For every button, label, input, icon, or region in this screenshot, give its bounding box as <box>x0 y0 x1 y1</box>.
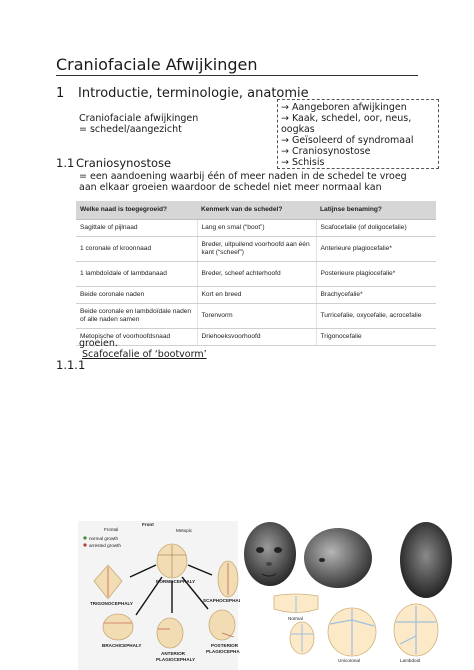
definition-line-2: = schedel/aangezicht <box>79 124 182 135</box>
suture-table <box>76 201 436 346</box>
craniosynostose-text-2: aan elkaar groeien waardoor de schedel niet meer normaal kan <box>79 182 382 193</box>
normal-growth-marker <box>83 536 86 539</box>
legend-arrested-growth: arrested growth <box>89 543 121 548</box>
craniosynostosis-diagram <box>78 521 246 670</box>
skull-outline-partial <box>274 594 318 613</box>
label-posterior-plagiocephaly: PLAGIOCEPHALY <box>206 649 246 654</box>
section-1-number: 1 <box>56 86 65 101</box>
front-label: Front <box>142 522 154 527</box>
table-cell: Torenvorm <box>197 304 316 329</box>
document-title: Craniofaciale Afwijkingen <box>56 55 258 74</box>
metopic-label: Metopic <box>176 528 193 533</box>
section-1-title: Introductie, terminologie, anatomie <box>78 86 309 101</box>
table-cell: Brachycefalie* <box>316 287 436 304</box>
table-cell: Lang en smal (“boot”) <box>197 220 316 237</box>
notes-item: → Craniosynostose <box>281 146 371 157</box>
table-header: Welke naad is toegegroeid? <box>76 201 197 220</box>
notes-item: → Aangeboren afwijkingen <box>281 102 407 113</box>
skull-normocephaly <box>157 544 187 578</box>
table-row <box>76 304 436 329</box>
label-unicoronal: Unicoronal <box>338 658 360 663</box>
table-row <box>76 287 436 304</box>
table-row <box>76 220 436 237</box>
infant-head-top <box>400 522 452 598</box>
section-1-1-number: 1.1 <box>56 156 75 170</box>
label-normocephaly: NORMOCEPHALY <box>156 579 196 584</box>
table-cell: Beide coronale naden <box>76 287 197 304</box>
definition-line-1: Craniofaciale afwijkingen <box>79 113 199 124</box>
table-cell: Metopische of voorhoofdsnaad <box>76 329 197 346</box>
arrested-growth-marker <box>83 543 86 546</box>
table-cell: Posterieure plagiocefalie* <box>316 262 436 287</box>
label-posterior: POSTERIOR <box>211 643 239 648</box>
scafocefalie-link[interactable] <box>82 349 207 360</box>
skull-outline-normal <box>290 622 314 654</box>
skull-scaphocephaly <box>218 561 238 597</box>
table-cell: Kort en breed <box>197 287 316 304</box>
table-cell: Driehoeksvoorhoofd <box>197 329 316 346</box>
craniosynostose-text-1: = een aandoening waarbij één of meer naden in de schedel te vroeg <box>79 171 407 182</box>
section-1-1-title: Craniosynostose <box>76 156 172 170</box>
table-row <box>76 237 436 262</box>
legend-normal-growth: normal growth <box>89 536 119 541</box>
notes-item: → Kaak, schedel, oor, neus, <box>281 113 412 124</box>
skull-brachicephaly <box>103 614 133 640</box>
table-cell: 1 lambdoïdale of lambdanaad <box>76 262 197 287</box>
table-cell: Scafocefalie (of doligocefalie) <box>316 220 436 237</box>
label-trigonocephaly: TRIGONOCEPHALY <box>90 601 133 606</box>
skull-anterior-plagiocephaly <box>157 618 183 648</box>
section-1-1-1-heading: 1.1.1 <box>56 358 86 372</box>
table-cell: Turricefalie, oxycefalie, acrocefalie <box>316 304 436 329</box>
table-header: Kenmerk van de schedel? <box>197 201 316 220</box>
title-divider <box>56 75 418 76</box>
notes-item: → Schisis <box>281 157 325 168</box>
table-cell: Anterieure plagiocefalie* <box>316 237 436 262</box>
table-cell: Beide coronale en lambdoïdale naden of alle naden samen <box>76 304 197 329</box>
infant-face-front <box>244 522 296 586</box>
skull-outline-lambdoid <box>394 604 438 656</box>
frontal-label: Frontal <box>104 527 119 532</box>
label-anterior-plagiocephaly: PLAGIOCEPHALY <box>156 657 196 662</box>
section-1-1-heading <box>56 156 171 170</box>
label-lambdoid: Lambdoid <box>400 658 421 663</box>
table-row <box>76 329 436 346</box>
label-normal: Normal <box>288 616 303 621</box>
label-brachicephaly: BRACHICEPHALY <box>102 643 142 648</box>
craniosynostose-text-3: groeien. <box>79 338 118 349</box>
notes-item: oogkas <box>281 124 315 135</box>
notes-box <box>277 99 439 169</box>
table-header-row <box>76 201 436 220</box>
table-row <box>76 262 436 287</box>
label-scaphocephaly: SCAPHOCEPHALY <box>203 598 245 603</box>
table-cell: Sagittale of pijlnaad <box>76 220 197 237</box>
notes-item: → Geïsoleerd of syndromaal <box>281 135 414 146</box>
table-header: Latijnse benaming? <box>316 201 436 220</box>
section-1-heading <box>56 86 309 101</box>
skull-posterior-plagiocephaly <box>209 610 235 640</box>
scafocefalie-link-text: Scafocefalie of ‘bootvorm’ <box>82 349 207 360</box>
infant-heads-figure <box>240 514 474 670</box>
table-cell: Breder, uitpuilend voorhoofd aan één kant (“scheef”) <box>197 237 316 262</box>
skull-outline-unicoronal <box>328 608 376 656</box>
table-cell: Breder, scheef achterhoofd <box>197 262 316 287</box>
label-anterior: ANTERIOR <box>161 651 185 656</box>
table-cell: 1 coronale of kroonnaad <box>76 237 197 262</box>
infant-head-side <box>304 528 372 588</box>
table-cell: Trigonocefalie <box>316 329 436 346</box>
